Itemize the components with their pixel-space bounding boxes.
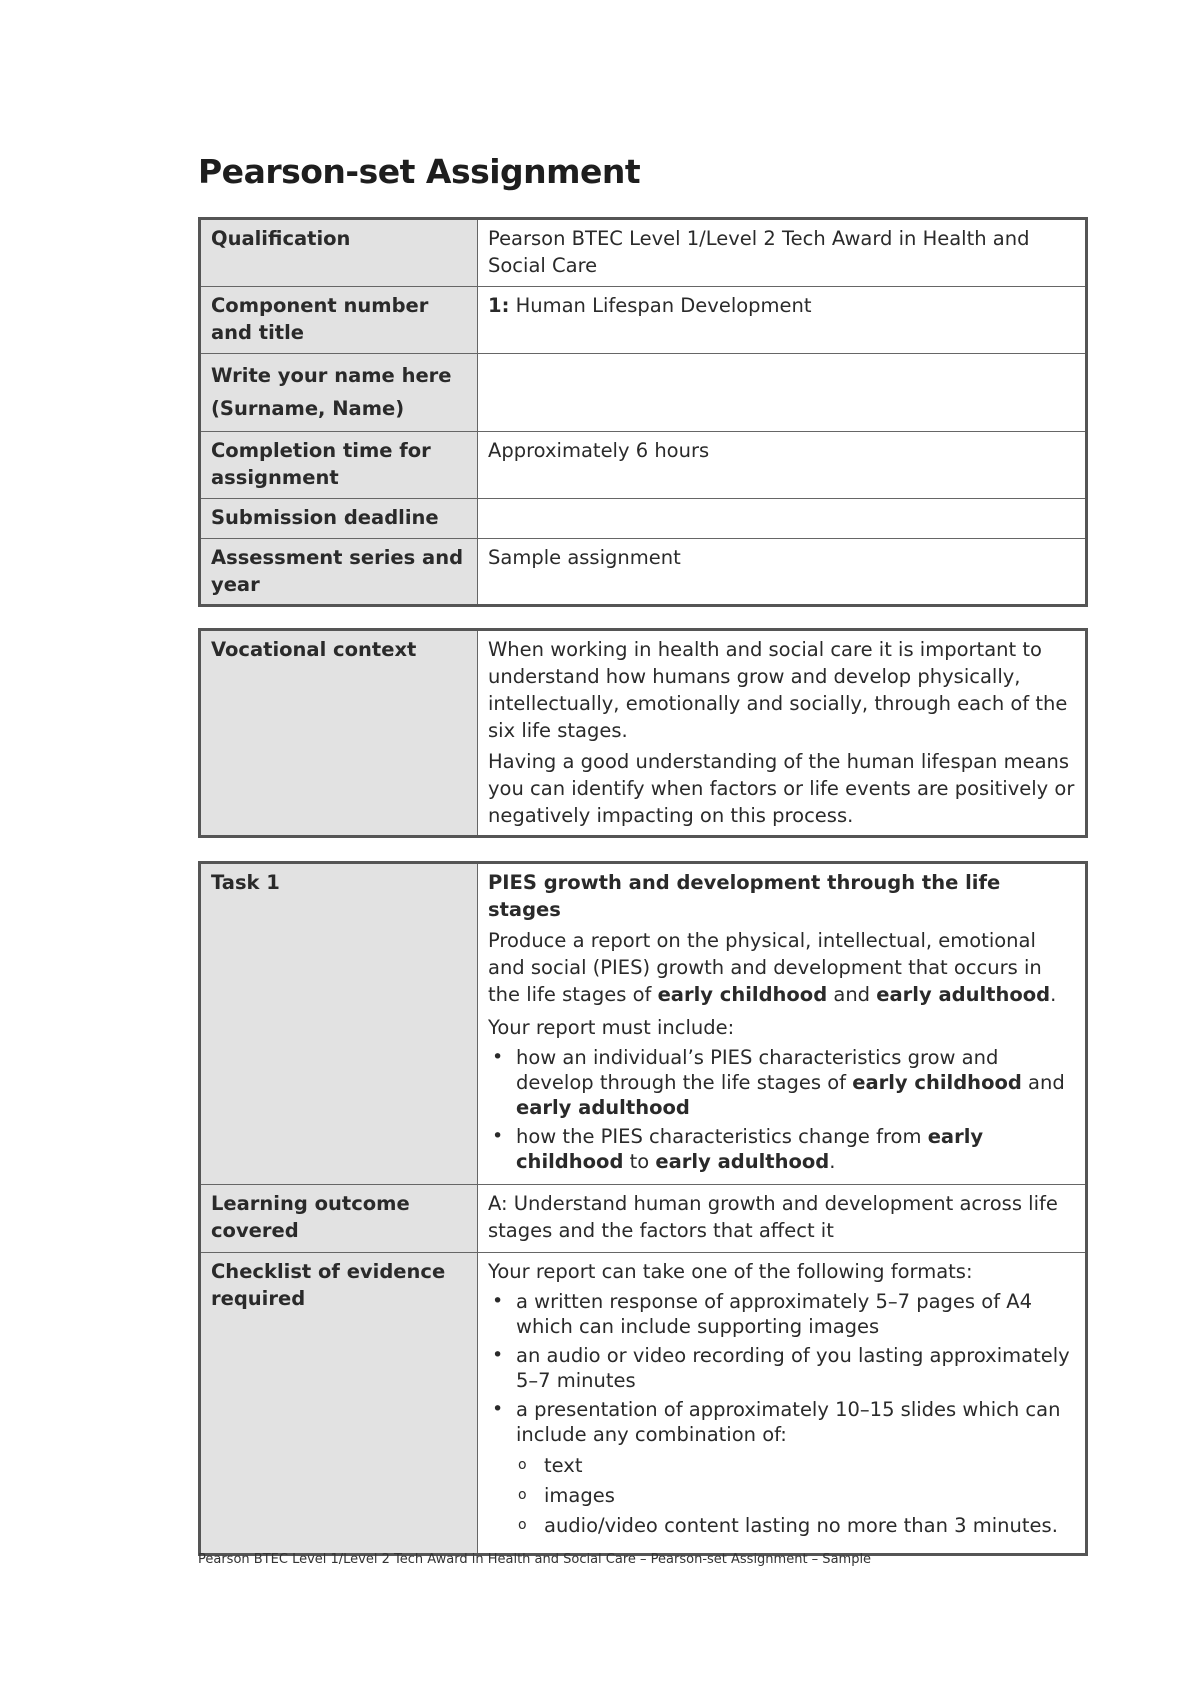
table-row	[200, 499, 1087, 539]
component-label: Component number and title	[200, 287, 478, 354]
table-row	[200, 354, 1087, 432]
learning-outcome-value: A: Understand human growth and development across life stages and the factors that affect it	[478, 1185, 1087, 1253]
completion-time-value: Approximately 6 hours	[478, 432, 1087, 499]
assignment-info-table	[198, 217, 1088, 607]
task-description	[478, 863, 1087, 1185]
assessment-series-label: Assessment series and year	[200, 539, 478, 606]
table-row	[200, 630, 1087, 837]
list-item: • how an individual’s PIES characteristics grow and develop through the life stages of early childhood and early adulthood	[492, 1046, 1065, 1119]
list-item: • a presentation of approximately 10–15 slides which can include any combination of: o text o images o audio/video content lasting no more than 3 minutes.	[488, 1397, 1075, 1538]
task-heading: PIES growth and development through the life stages	[488, 871, 1001, 921]
checklist-intro: Your report can take one of the following formats:	[488, 1260, 973, 1283]
table-row	[200, 219, 1087, 287]
assessment-series-value: Sample assignment	[478, 539, 1087, 606]
table-row	[200, 287, 1087, 354]
list-item: • an audio or video recording of you lasting approximately 5–7 minutes	[492, 1344, 1070, 1392]
table-row	[200, 539, 1087, 606]
include-list	[488, 1045, 1075, 1174]
list-item: • a written response of approximately 5–7 pages of A4 which can include supporting images	[492, 1290, 1033, 1338]
circle-bullet-icon: o	[518, 1457, 527, 1473]
table-row	[200, 432, 1087, 499]
sub-list-item: o audio/video content lasting no more than 3 minutes.	[518, 1514, 1058, 1537]
completion-time-label: Completion time for assignment	[200, 432, 478, 499]
table-row	[200, 1185, 1087, 1253]
deadline-label: Submission deadline	[200, 499, 478, 539]
formats-list	[488, 1289, 1075, 1538]
sub-list	[516, 1453, 1075, 1538]
page-footer: Pearson BTEC Level 1/Level 2 Tech Award in Health and Social Care – Pearson-set Assignment – Sample	[198, 1552, 872, 1567]
circle-bullet-icon: o	[518, 1487, 527, 1503]
task-table	[198, 861, 1088, 1556]
bullet-icon: •	[492, 1046, 504, 1068]
learning-outcome-label: Learning outcome covered	[200, 1185, 478, 1253]
sub-list-item: o text	[518, 1454, 583, 1477]
checklist-label: Checklist of evidence required	[200, 1253, 478, 1555]
table-row	[200, 863, 1087, 1185]
task-intro: Produce a report on the physical, intellectual, emotional and social (PIES) growth and development that occurs in the life stages of early childhood and early adulthood.	[488, 929, 1057, 1006]
vocational-context-value	[478, 630, 1087, 837]
include-heading: Your report must include:	[488, 1016, 735, 1039]
table-row	[200, 1253, 1087, 1555]
vocational-context-label: Vocational context	[200, 630, 478, 837]
bullet-icon: •	[492, 1125, 504, 1147]
component-value: 1: Human Lifespan Development	[478, 287, 1087, 354]
name-label: Write your name here (Surname, Name)	[200, 354, 478, 432]
vocational-context-table	[198, 628, 1088, 838]
bullet-icon: •	[492, 1344, 504, 1366]
task-label: Task 1	[200, 863, 478, 1185]
sub-list-item: o images	[518, 1484, 615, 1507]
circle-bullet-icon: o	[518, 1517, 527, 1533]
list-item: • how the PIES characteristics change from early childhood to early adulthood.	[492, 1125, 984, 1173]
deadline-field[interactable]	[478, 499, 1087, 539]
name-field[interactable]	[478, 354, 1087, 432]
checklist-value	[478, 1253, 1087, 1555]
bullet-icon: •	[492, 1290, 504, 1312]
bullet-icon: •	[492, 1398, 504, 1420]
page-title: Pearson-set Assignment	[198, 152, 641, 191]
context-paragraph: Having a good understanding of the human lifespan means you can identify when factors or life events are positively or negatively impacting on this process.	[488, 750, 1075, 827]
context-paragraph: When working in health and social care it is important to understand how humans grow and develop physically, intellectually, emotionally and socially, through each of the six life stages.	[488, 638, 1068, 742]
qualification-value: Pearson BTEC Level 1/Level 2 Tech Award in Health and Social Care	[478, 219, 1087, 287]
qualification-label: Qualification	[200, 219, 478, 287]
